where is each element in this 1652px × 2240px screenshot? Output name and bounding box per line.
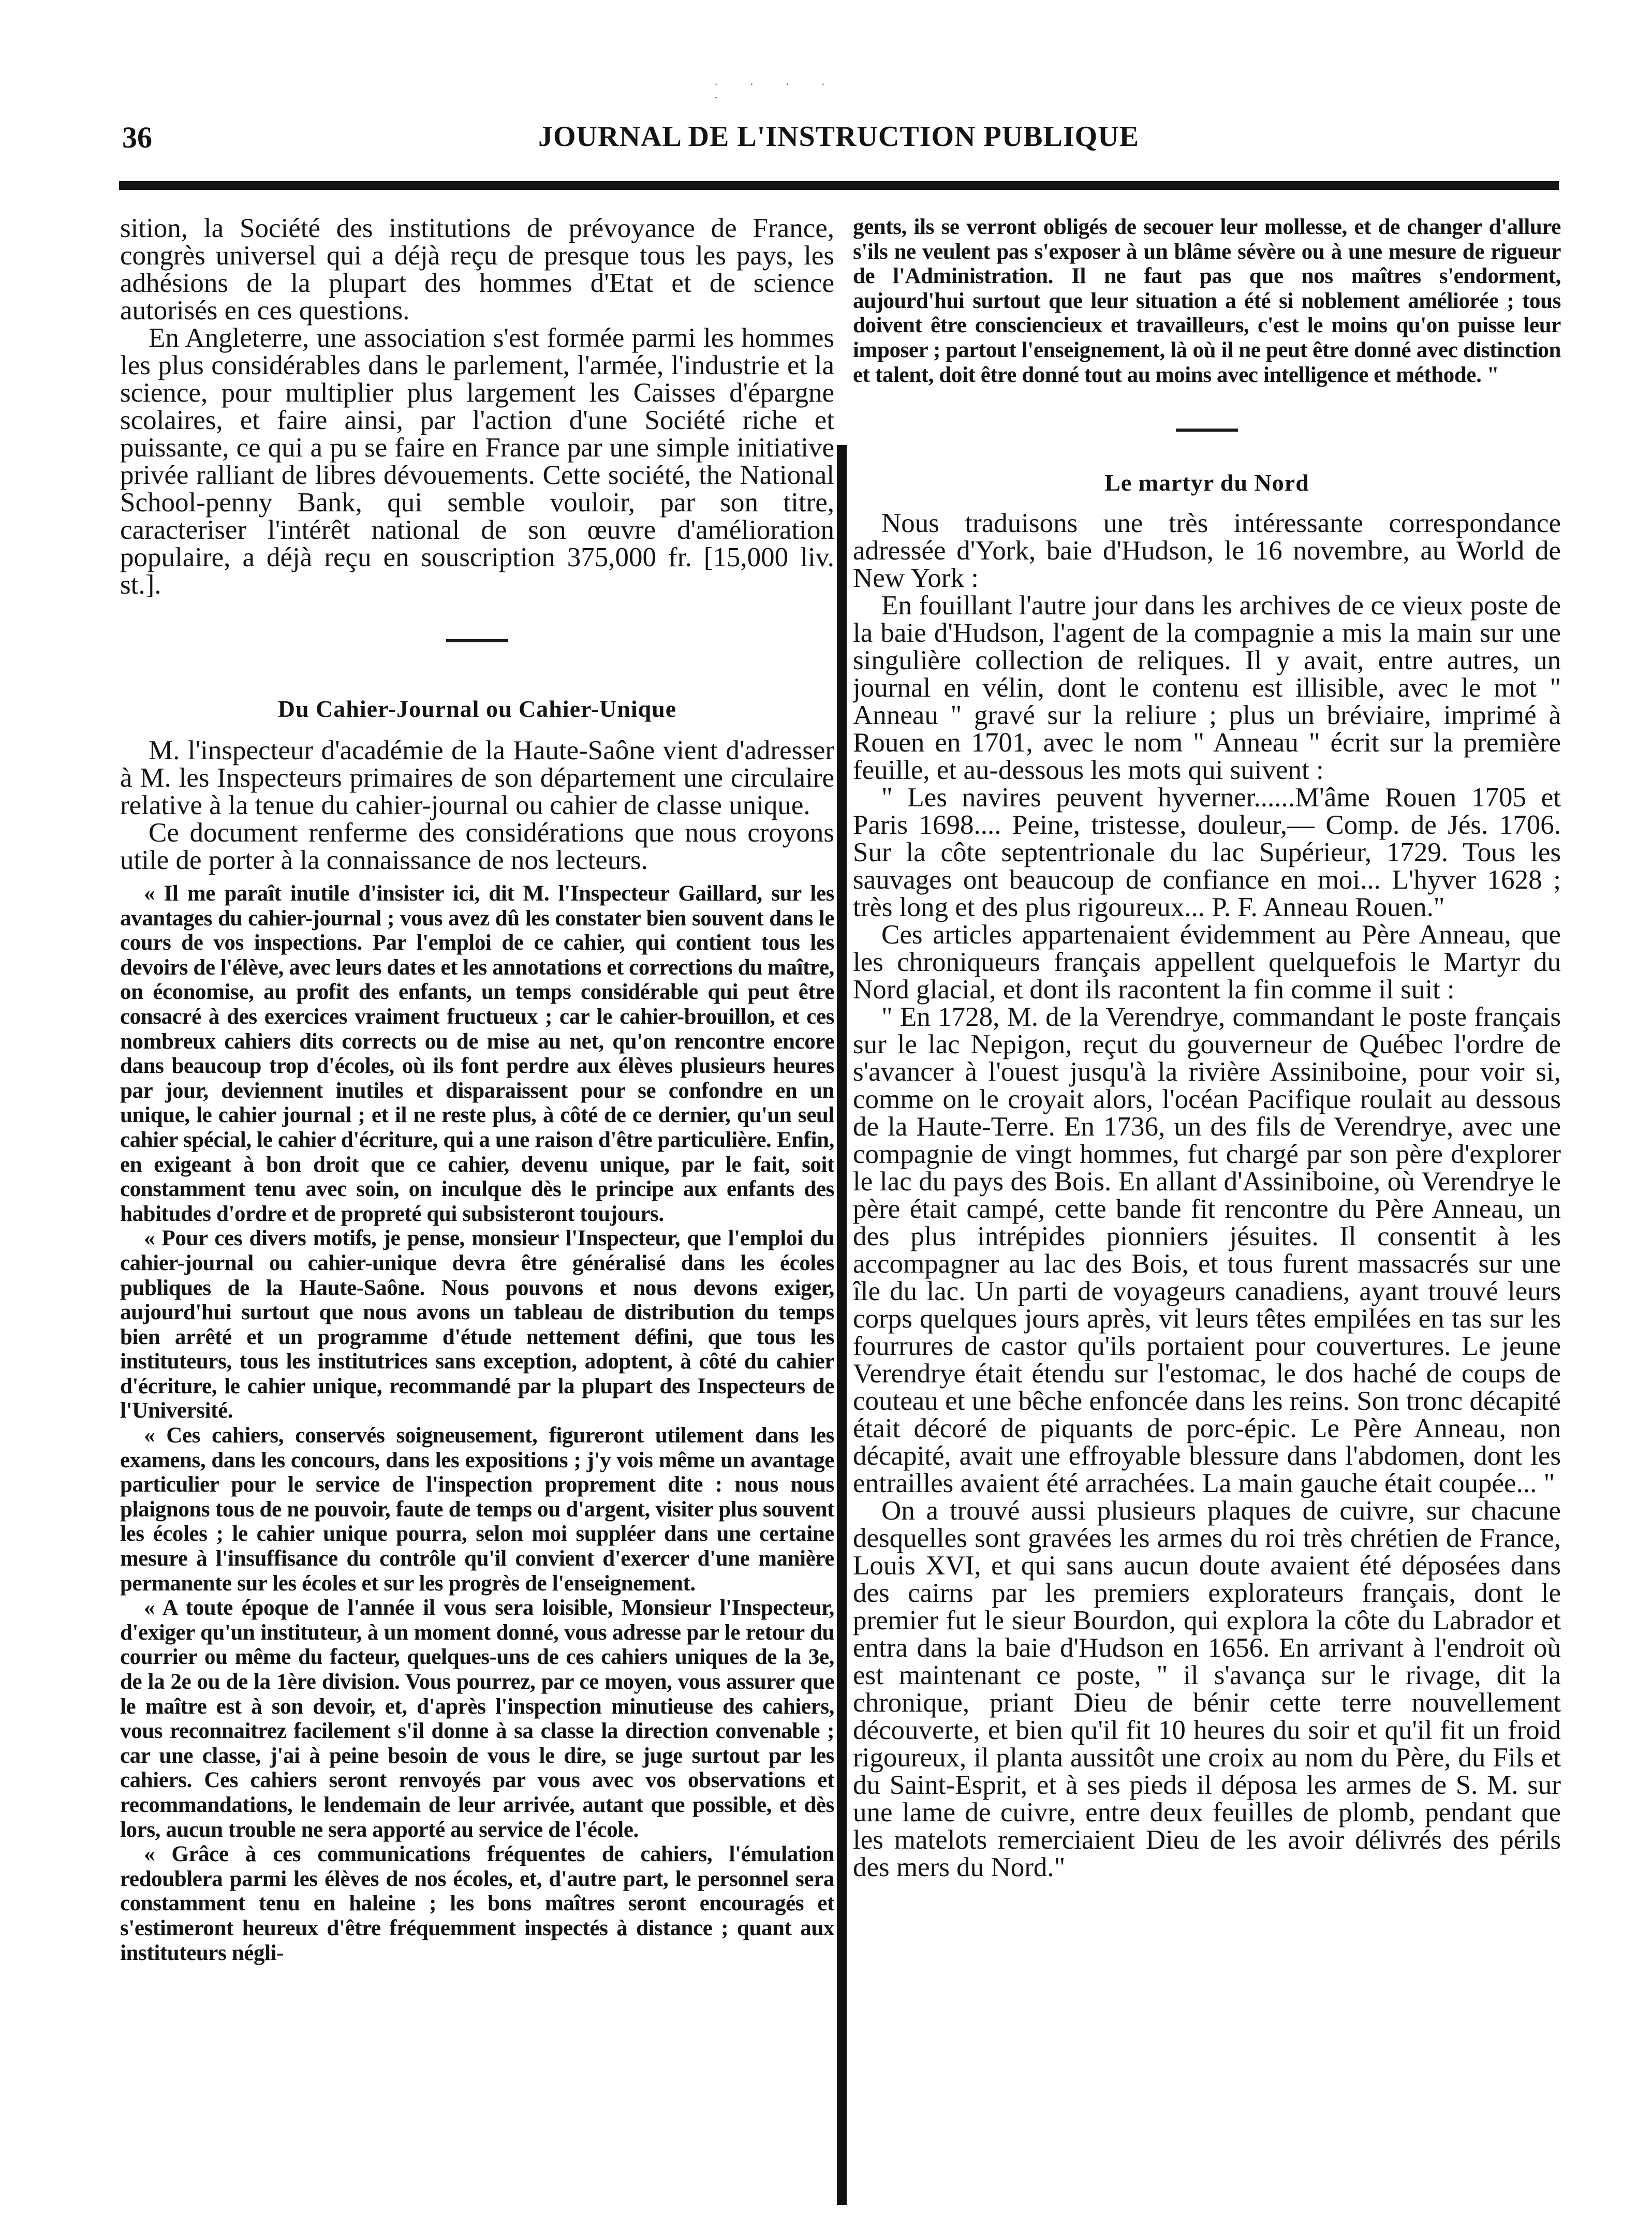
paragraph: En fouillant l'autre jour dans les archives de ce vieux poste de la baie d'Hudson, l'agent de la compagnie a mis la main sur une singulière collection de reliques. Il y avait, entre autres, un journal en vélin, dont le contenu est illisible, avec le mot " Anneau " gravé sur la reliure ; plus un bréviaire, imprimé à Rouen en 1701, avec le nom " Anneau " écrit sur la première feuille, et au-dessous les mots qui suivent :: [853, 591, 1561, 786]
paragraph: sition, la Société des institutions de prévoyance de France, congrès universel qui a déjà reçu de presque tous les pays, les adhésions de la plupart des hommes d'Etat et de science autorisés en ces questions.: [120, 215, 834, 326]
left-column: [120, 215, 834, 2223]
paragraph: M. l'inspecteur d'académie de la Haute-Saône vient d'adresser à M. les Inspecteurs primaires de son département une circulaire relative à la tenue du cahier-journal ou cahier de classe unique.: [120, 735, 834, 820]
paragraph: " Les navires peuvent hyverner......M'âme Rouen 1705 et Paris 1698.... Peine, tristesse, douleur,— Comp. de Jés. 1706. Sur la côte septentrionale du lac Supérieur, 1729. Tous les sauvages ont beaucoup de confiance en moi... L'hyver 1628 ; très long et des plus rigoureux... P. F. Anneau Rouen.": [853, 783, 1561, 923]
paragraph: En Angleterre, une association s'est formée parmi les hommes les plus considérables dans le parlement, l'armée, l'industrie et la science, pour multiplier plus largement les Caisses d'épargne scolaires, et faire ainsi, par l'action d'une Société riche et puissante, ce qui a pu se faire en France par une simple initiative privée ralliant de libres dévouements. Cette société, the National School-penny Bank, qui semble vouloir, par son titre, caracteriser l'intérêt national de son œuvre d'amélioration populaire, a déjà reçu en souscription 375,000 fr. [15,000 liv. st.].: [120, 323, 834, 600]
quoted-paragraph: « A toute époque de l'année il vous sera loisible, Monsieur l'Inspecteur, d'exiger qu'un instituteur, à un moment donné, vous adresse par le retour du courrier ou même du facteur, quelques-uns de ces cahiers uniques de la 3e, de la 2e ou de la 1ère division. Vous pourrez, par ce moyen, vous assurer que le maître est à son devoir, et, d'après l'inspection minutieuse des cahiers, vous reconnaitrez facilement s'il donne à sa classe la direction convenable ; car une classe, j'ai à peine besoin de vous le dire, se juge surtout par les cahiers. Ces cahiers seront renvoyés par vous avec vos observations et recommandations, le lendemain de leur arrivée, autant que possible, et dès lors, aucun trouble ne sera apporté au service de l'école.: [120, 1596, 834, 1842]
paragraph: " En 1728, M. de la Verendrye, commandant le poste français sur le lac Nepigon, reçut du gouverneur de Québec l'ordre de s'avancer à l'ouest jusqu'à la rivière Assiniboine, pour voir si, comme on le croyait alors, l'océan Pacifique roulait au dessous de la Haute-Terre. En 1736, un des fils de Verendrye, avec une compagnie de vingt hommes, fut chargé par son père d'explorer le lac du pays des Bois. En allant d'Assiniboine, où Verendrye le père était campé, cette bande fit rencontre du Père Anneau, un des plus intrépides pionniers jésuites. Il consentit à les accompagner au lac des Bois, et tous furent massacrés sur une île du lac. Un parti de voyageurs canadiens, ayant trouvé leurs corps quelques jours après, vit leurs têtes empilées en tas sur les fourrures de castor qu'ils portaient pour couvertures. Le jeune Verendrye était étendu sur l'estomac, le dos haché de coups de couteau et une bêche enfoncée dans les reins. Son tronc décapité était décoré de piquants de porc-épic. Le Père Anneau, non décapité, avait une effroyable blessure dans l'abdomen, dont les entrailles avaient été arrachées. La main gauche était coupée... ": [853, 1002, 1561, 1499]
paragraph: On a trouvé aussi plusieurs plaques de cuivre, sur chacune desquelles sont gravées les armes du roi très chrétien de France, Louis XVI, et qui sans aucun doute avaient été déposées dans des cairns par les premiers explorateurs français, dont le premier fut le sieur Bourdon, qui explora la côte du Labrador et entra dans la baie d'Hudson en 1656. En arrivant à l'endroit où est maintenant ce poste, " il s'avança sur le rivage, dit la chronique, priant Dieu de bénir cette terre nouvellement découverte, et bien qu'il fit 10 heures du soir et qu'il fit un froid rigoureux, il planta aussitôt une croix au nom du Père, du Fils et du Saint-Esprit, et à ses pieds il déposa les armes de S. M. sur une lame de cuivre, entre deux feuilles de plomb, pendant que les matelots remerciaient Dieu de les avoir délivrés des périls des mers du Nord.": [853, 1496, 1561, 1883]
quoted-paragraph: « Ces cahiers, conservés soigneusement, figureront utilement dans les examens, dans les concours, dans les expositions ; j'y vois même un avantage particulier pour le service de l'inspection proprement dite : nous nous plaignons tous de ne pouvoir, faute de temps ou d'argent, visiter plus souvent les écoles ; le cahier unique pourra, selon moi suppléer dans une certaine mesure à l'insuffisance du contrôle qu'il convient d'exercer d'une manière permanente sur les écoles et sur les progrès de l'enseignement.: [120, 1423, 834, 1596]
section-title: Le martyr du Nord: [1104, 469, 1309, 496]
running-title: JOURNAL DE L'INSTRUCTION PUBLIQUE: [538, 121, 1139, 153]
header-rule: [119, 181, 1559, 190]
quoted-paragraph: « Il me paraît inutile d'insister ici, dit M. l'Inspecteur Gaillard, sur les avantages du cahier-journal ; vous avez dû les constater bien souvent dans le cours de vos inspections. Par l'emploi de ce cahier, qui contient tous les devoirs de l'élève, avec leurs dates et les annotations et corrections du maître, on économise, au profit des enfants, un temps considérable qui peut être consacré à des exercices vraiment fructueux ; car le cahier-brouillon, et ces nombreux cahiers dits corrects ou de mise au net, qu'on rencontre encore dans beaucoup trop d'écoles, où ils font perdre aux élèves plusieurs heures par jour, deviennent inutiles et disparaissent pour se confondre en un unique, le cahier journal ; et il ne reste plus, à côté de ce dernier, qu'un seul cahier spécial, le cahier d'écriture, qui a une raison d'être particulière. Enfin, en exigeant à bon droit que ce cahier, devenu unique, par le fait, soit constamment tenu avec soin, on inculque dès le principe aux enfants des habitudes d'ordre et de propreté qui subsisteront toujours.: [120, 881, 834, 1226]
quoted-paragraph: « Grâce à ces communications fréquentes de cahiers, l'émulation redoublera parmi les élèves de nos écoles, et, d'autre part, le personnel sera constamment tenu en haleine ; les bons maîtres seront encouragés et s'estimeront heureux d'être fréquemment inspectés à distance ; quant aux instituteurs négli-: [120, 1842, 834, 1965]
section-title: Du Cahier-Journal ou Cahier-Unique: [277, 696, 677, 722]
quoted-paragraph: « Pour ces divers motifs, je pense, monsieur l'Inspecteur, que l'emploi du cahier-journal ou cahier-unique devra être généralisé dans les écoles publiques de la Haute-Saône. Nous pouvons et nous devons exiger, aujourd'hui surtout que nous avons un tableau de distribution du temps bien arrêté et un programme d'étude nettement défini, que tous les instituteurs, tous les institutrices sans exception, adoptent, à côté du cahier d'écriture, le cahier unique, recommandé par la plupart des Inspecteurs de l'Université.: [120, 1226, 834, 1423]
column-rule: [837, 445, 847, 2205]
paragraph: Ce document renferme des considérations que nous croyons utile de porter à la connaissance de nos lecteurs.: [120, 818, 834, 875]
page-number: 36: [122, 121, 152, 154]
paragraph: Ces articles appartenaient évidemment au Père Anneau, que les chroniqueurs français appellent quelquefois le Martyr du Nord glacial, et dont ils racontent la fin comme il suit :: [853, 920, 1561, 1005]
right-column: [853, 215, 1561, 2223]
paragraph: Nous traduisons une très intéressante correspondance adressée d'York, baie d'Hudson, le 16 novembre, au World de New York :: [853, 508, 1561, 594]
printing-dots: · · · · ·: [714, 78, 839, 104]
quoted-paragraph: gents, ils se verront obligés de secouer leur mollesse, et de changer d'allure s'ils ne veulent pas s'exposer à un blâme sévère ou à une mesure de rigueur de l'Administration. Il ne faut pas que nos maîtres s'endorment, aujourd'hui surtout que leur situation a été si noblement améliorée ; tous doivent être consciencieux et travailleurs, c'est le moins qu'on puisse leur imposer ; partout l'enseignement, là où il ne peut être donné avec distinction et talent, doit être donné tout au moins avec intelligence et méthode. ": [853, 215, 1561, 387]
